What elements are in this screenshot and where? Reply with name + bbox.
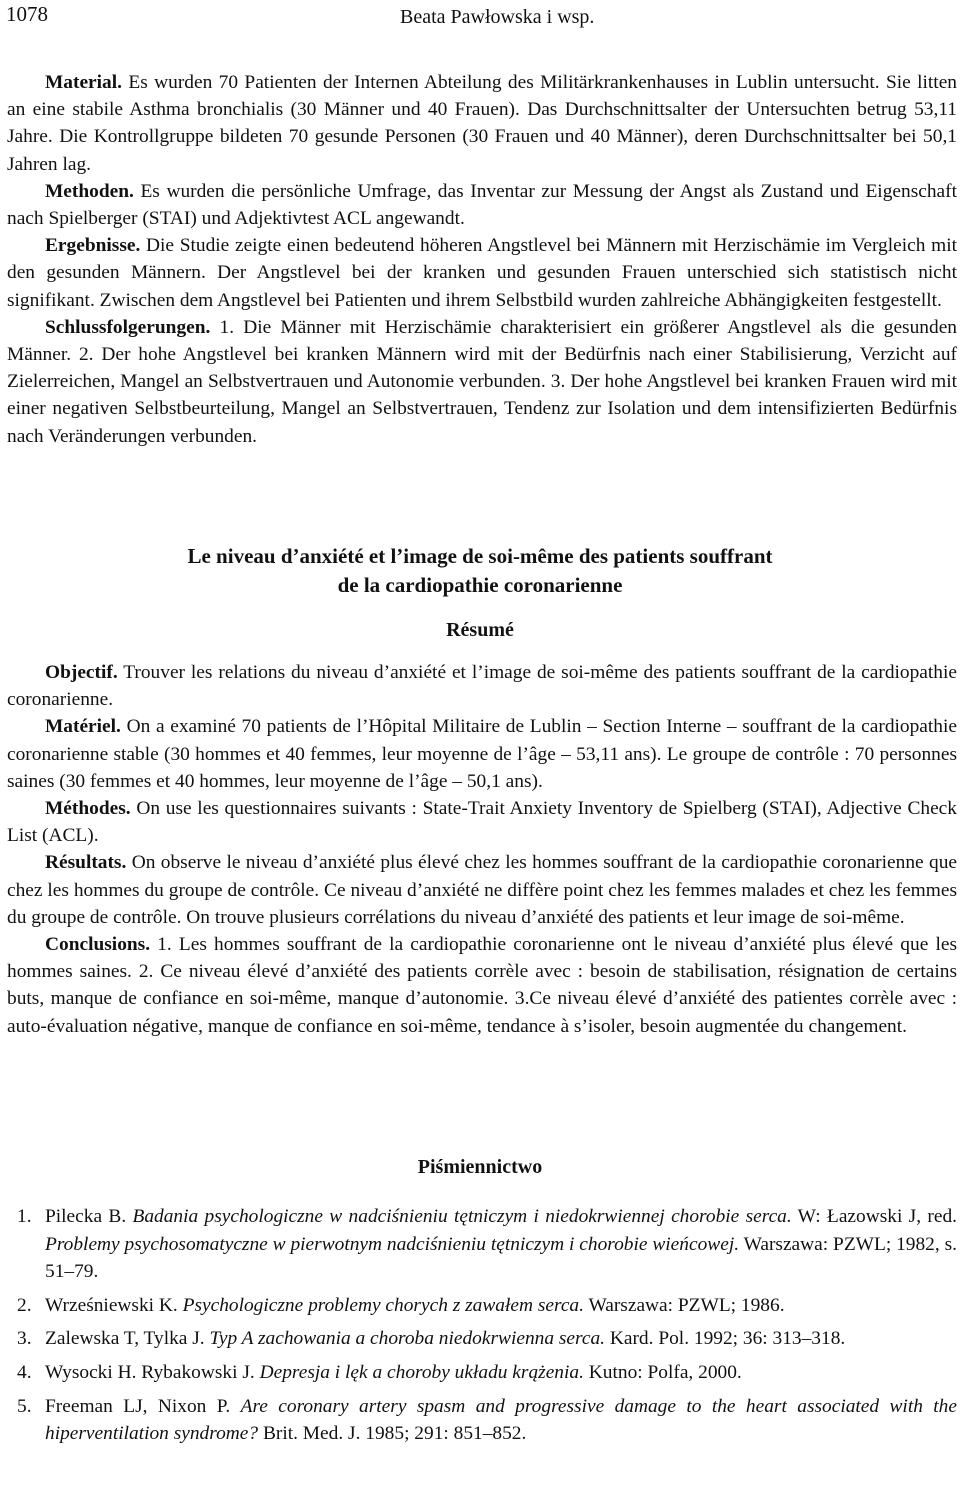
- german-material-label: Material.: [45, 72, 122, 93]
- reference-item: [7, 1203, 957, 1286]
- german-material-text: Es wurden 70 Patienten der Internen Abteilung des Militärkrankenhauses in Lublin untersucht. Sie litten an eine stabile Asthma bronchialis (30 Männer und 40 Frauen). Das Durchschnittsalter der Untersuchten betrug 53,11 Jahre. Die Kontrollgruppe bildeten 70 gesunde Personen (30 Frauen und 40 Männer), deren Durchschnittsalter bei 50,1 Jahren lag.: [7, 72, 957, 175]
- french-objective-paragraph: [7, 659, 957, 713]
- reference-item: [7, 1393, 957, 1448]
- reference-source: Kutno: Polfa, 2000.: [583, 1361, 742, 1383]
- french-material-text: On a examiné 70 patients de l’Hôpital Militaire de Lublin – Section Interne – souffrant de la cardiopathie coronarienne stable (30 hommes et 40 femmes, leur moyenne de l’âge – 53,11 ans). Le groupe de contrôle : 70 personnes saines (30 femmes et 40 hommes, leur moyenne de l’âge – 50,1 ans).: [7, 716, 957, 792]
- resume-heading: Résumé: [446, 619, 514, 641]
- french-methods-label: Méthodes.: [45, 798, 131, 820]
- german-summary: [7, 69, 957, 450]
- german-material-paragraph: [7, 69, 957, 178]
- german-methods-paragraph: [7, 178, 957, 232]
- german-methods-label: Methoden.: [45, 180, 134, 202]
- reference-number: 4.: [17, 1361, 32, 1383]
- reference-source: Warszawa: PZWL; 1986.: [583, 1294, 785, 1316]
- reference-publisher: Warszawa: PZWL; 1982, s. 51–79.: [45, 1233, 957, 1283]
- french-results-label: Résultats.: [45, 852, 127, 874]
- french-summary: [7, 659, 957, 1040]
- reference-item: [7, 1359, 957, 1387]
- french-material-paragraph: [7, 713, 957, 795]
- german-conclusions-text: 1. Die Männer mit Herzischämie charakterisiert ein größerer Angstlevel als die gesunden Männer. 2. Der hohe Angstlevel bei kranken Männern wird mit der Bedürfnis nach einer Stabilisierung, Verzicht auf Zielerreichen, Mangel an Selbstvertrauen und Autonomie verbunden. 3. Der hohe Angstlevel bei kranken Frauen wird mit einer negativen Selbstbeurteilung, Mangel an Selbstvertrauen, Tendenz zur Isolation und dem intensifizierten Bedürfnis nach Veränderungen verbunden.: [7, 316, 957, 447]
- reference-title: Typ A zachowania a choroba niedokrwienna serca.: [209, 1328, 606, 1350]
- french-methods-paragraph: [7, 795, 957, 849]
- reference-title: Badania psychologiczne w nadciśnieniu tętniczym i niedokrwiennej chorobie serca.: [132, 1206, 792, 1227]
- reference-title: Psychologiczne problemy chorych z zawałem serca.: [182, 1294, 584, 1316]
- german-results-text: Die Studie zeigte einen bedeutend höheren Angstlevel bei Männern mit Herzischämie im Vergleich mit den gesunden Männern. Der Angstlevel bei der kranken und gesunden Frauen unterschied sich statistisch nicht signifikant. Zwischen dem Angstlevel bei Patienten und ihrem Selbstbild wurden zahlreiche Abhängigkeiten festgestellt.: [7, 235, 957, 311]
- reference-authors: Zalewska T, Tylka J.: [45, 1328, 210, 1350]
- french-title-line-2: de la cardiopathie coronarienne: [337, 573, 623, 597]
- running-header: [6, 2, 954, 32]
- german-conclusions-label: Schlussfolgerungen.: [45, 316, 211, 338]
- german-conclusions-paragraph: [7, 314, 957, 450]
- reference-item: [7, 1325, 957, 1353]
- reference-number: 1.: [17, 1206, 32, 1227]
- french-results-text: On observe le niveau d’anxiété plus élevé chez les hommes souffrant de la cardiopathie coronarienne que chez les hommes du groupe de contrôle. Ce niveau d’anxiété ne diffère point chez les femmes malades et chez les femmes du groupe de contrôle. On trouve plusieurs corrélations du niveau d’anxiété des patients et leur image de soi-même.: [7, 852, 957, 928]
- reference-authors: Freeman LJ, Nixon P.: [45, 1395, 241, 1417]
- reference-book-title: Problemy psychosomatyczne w pierwotnym nadciśnieniu tętniczym i chorobie wieńcowej.: [45, 1233, 740, 1255]
- french-title-line-1: Le niveau d’anxiété et l’image de soi-même des patients souffrant: [187, 544, 773, 568]
- reference-source: Kard. Pol. 1992; 36: 313–318.: [605, 1328, 846, 1350]
- reference-authors: Wysocki H. Rybakowski J.: [45, 1361, 260, 1383]
- reference-authors: Pilecka B.: [45, 1206, 133, 1227]
- reference-source: W: Łazowski J, red.: [791, 1206, 957, 1227]
- german-results-label: Ergebnisse.: [45, 235, 141, 257]
- french-methods-text: On use les questionnaires suivants : State-Trait Anxiety Inventory de Spielberg (STAI), Adjective Check List (ACL).: [7, 798, 957, 847]
- reference-source: Brit. Med. J. 1985; 291: 851–852.: [258, 1423, 527, 1445]
- reference-number: 3.: [17, 1328, 32, 1350]
- references-heading: Piśmiennictwo: [417, 1156, 543, 1178]
- reference-authors: Wrześniewski K.: [45, 1294, 183, 1316]
- german-methods-text: Es wurden die persönliche Umfrage, das Inventar zur Messung der Angst als Zustand und Eigenschaft nach Spielberger (STAI) und Adjektivtest ACL angewandt.: [7, 180, 957, 230]
- german-results-paragraph: [7, 232, 957, 314]
- french-title: [0, 542, 960, 600]
- french-conclusions-label: Conclusions.: [45, 934, 151, 956]
- french-material-label: Matériel.: [45, 716, 121, 738]
- reference-list: [7, 1203, 957, 1454]
- reference-title: Depresja i lęk a choroby układu krążenia.: [259, 1361, 584, 1383]
- reference-title: Are coronary artery spasm and progressive damage to the heart associated with the hiperventilation syndrome?: [45, 1395, 957, 1445]
- french-objective-label: Objectif.: [45, 662, 118, 683]
- french-conclusions-paragraph: [7, 931, 957, 1040]
- french-conclusions-text: 1. Les hommes souffrant de la cardiopathie coronarienne ont le niveau d’anxiété plus élevé que les hommes saines. 2. Ce niveau élevé d’anxiété des patients corrèle avec : besoin de stabilisation, résignation de certains buts, manque de confiance en soi-même, manque d’autonomie. 3.Ce niveau élevé d’anxiété des patientes corrèle avec : auto-évaluation négative, manque de confiance en soi-même, tendance à s’isoler, besoin augmentée du changement.: [7, 934, 957, 1037]
- french-results-paragraph: [7, 849, 957, 931]
- reference-number: 5.: [17, 1395, 32, 1417]
- french-objective-text: Trouver les relations du niveau d’anxiété et l’image de soi-même des patients souffrant de la cardiopathie coronarienne.: [7, 662, 957, 711]
- reference-number: 2.: [17, 1294, 32, 1316]
- running-title: Beata Pawłowska i wsp.: [400, 6, 595, 28]
- page-number: 1078: [6, 2, 48, 26]
- reference-item: [7, 1292, 957, 1320]
